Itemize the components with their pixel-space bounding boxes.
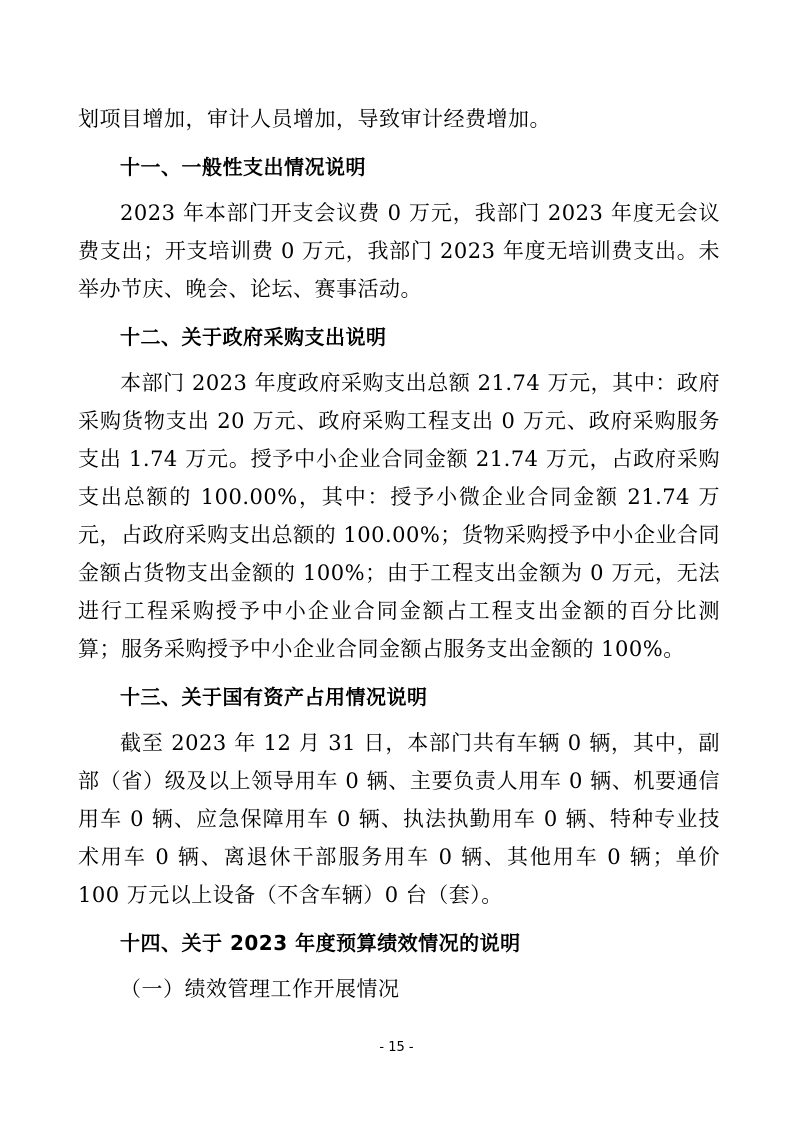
paragraph-state-assets: 截至 2023 年 12 月 31 日，本部门共有车辆 0 辆，其中，副部（省）级及以上领导用车 0 辆、主要负责人用车 0 辆、机要通信用车 0 辆、应急保障用车 0 辆、执法执勤用车 0 辆、特种专业技术用车 0 辆、离退休干部服务用车 0 辆、其他用车 0 辆；单价 100 万元以上设备（不含车辆）0 台（套）。 xyxy=(78,731,720,907)
document-body xyxy=(78,100,720,1008)
paragraph-general-expenditure: 2023 年本部门开支会议费 0 万元，我部门 2023 年度无会议费支出；开支培训费 0 万元，我部门 2023 年度无培训费支出。未举办节庆、晚会、论坛、赛事活动。 xyxy=(78,201,720,301)
section-heading-13: 十三、关于国有资产占用情况说明 xyxy=(120,685,428,709)
section-heading-12: 十二、关于政府采购支出说明 xyxy=(120,325,387,349)
page-number: - 15 - xyxy=(379,1040,414,1055)
section-heading-11: 十一、一般性支出情况说明 xyxy=(120,155,366,179)
paragraph-continuation: 划项目增加，审计人员增加，导致审计经费增加。 xyxy=(78,107,551,131)
section-heading-14: 十四、关于 2023 年度预算绩效情况的说明 xyxy=(120,931,521,955)
subsection-heading-14-1: （一）绩效管理工作开展情况 xyxy=(120,977,400,1001)
paragraph-government-procurement: 本部门 2023 年度政府采购支出总额 21.74 万元，其中：政府采购货物支出 20 万元、政府采购工程支出 0 万元、政府采购服务支出 1.74 万元。授予中小企业合同金额 21.74 万元，占政府采购支出总额的 100.00%，其中：授予小微企业合同金额 21.74 万元，占政府采购支出总额的 100.00%；货物采购授予中小企业合同金额占货物支出金额的 100%；由于工程支出金额为 0 万元，无法进行工程采购授予中小企业合同金额占工程支出金额的百分比测算；服务采购授予中小企业合同金额占服务支出金额的 100%。 xyxy=(78,371,720,661)
